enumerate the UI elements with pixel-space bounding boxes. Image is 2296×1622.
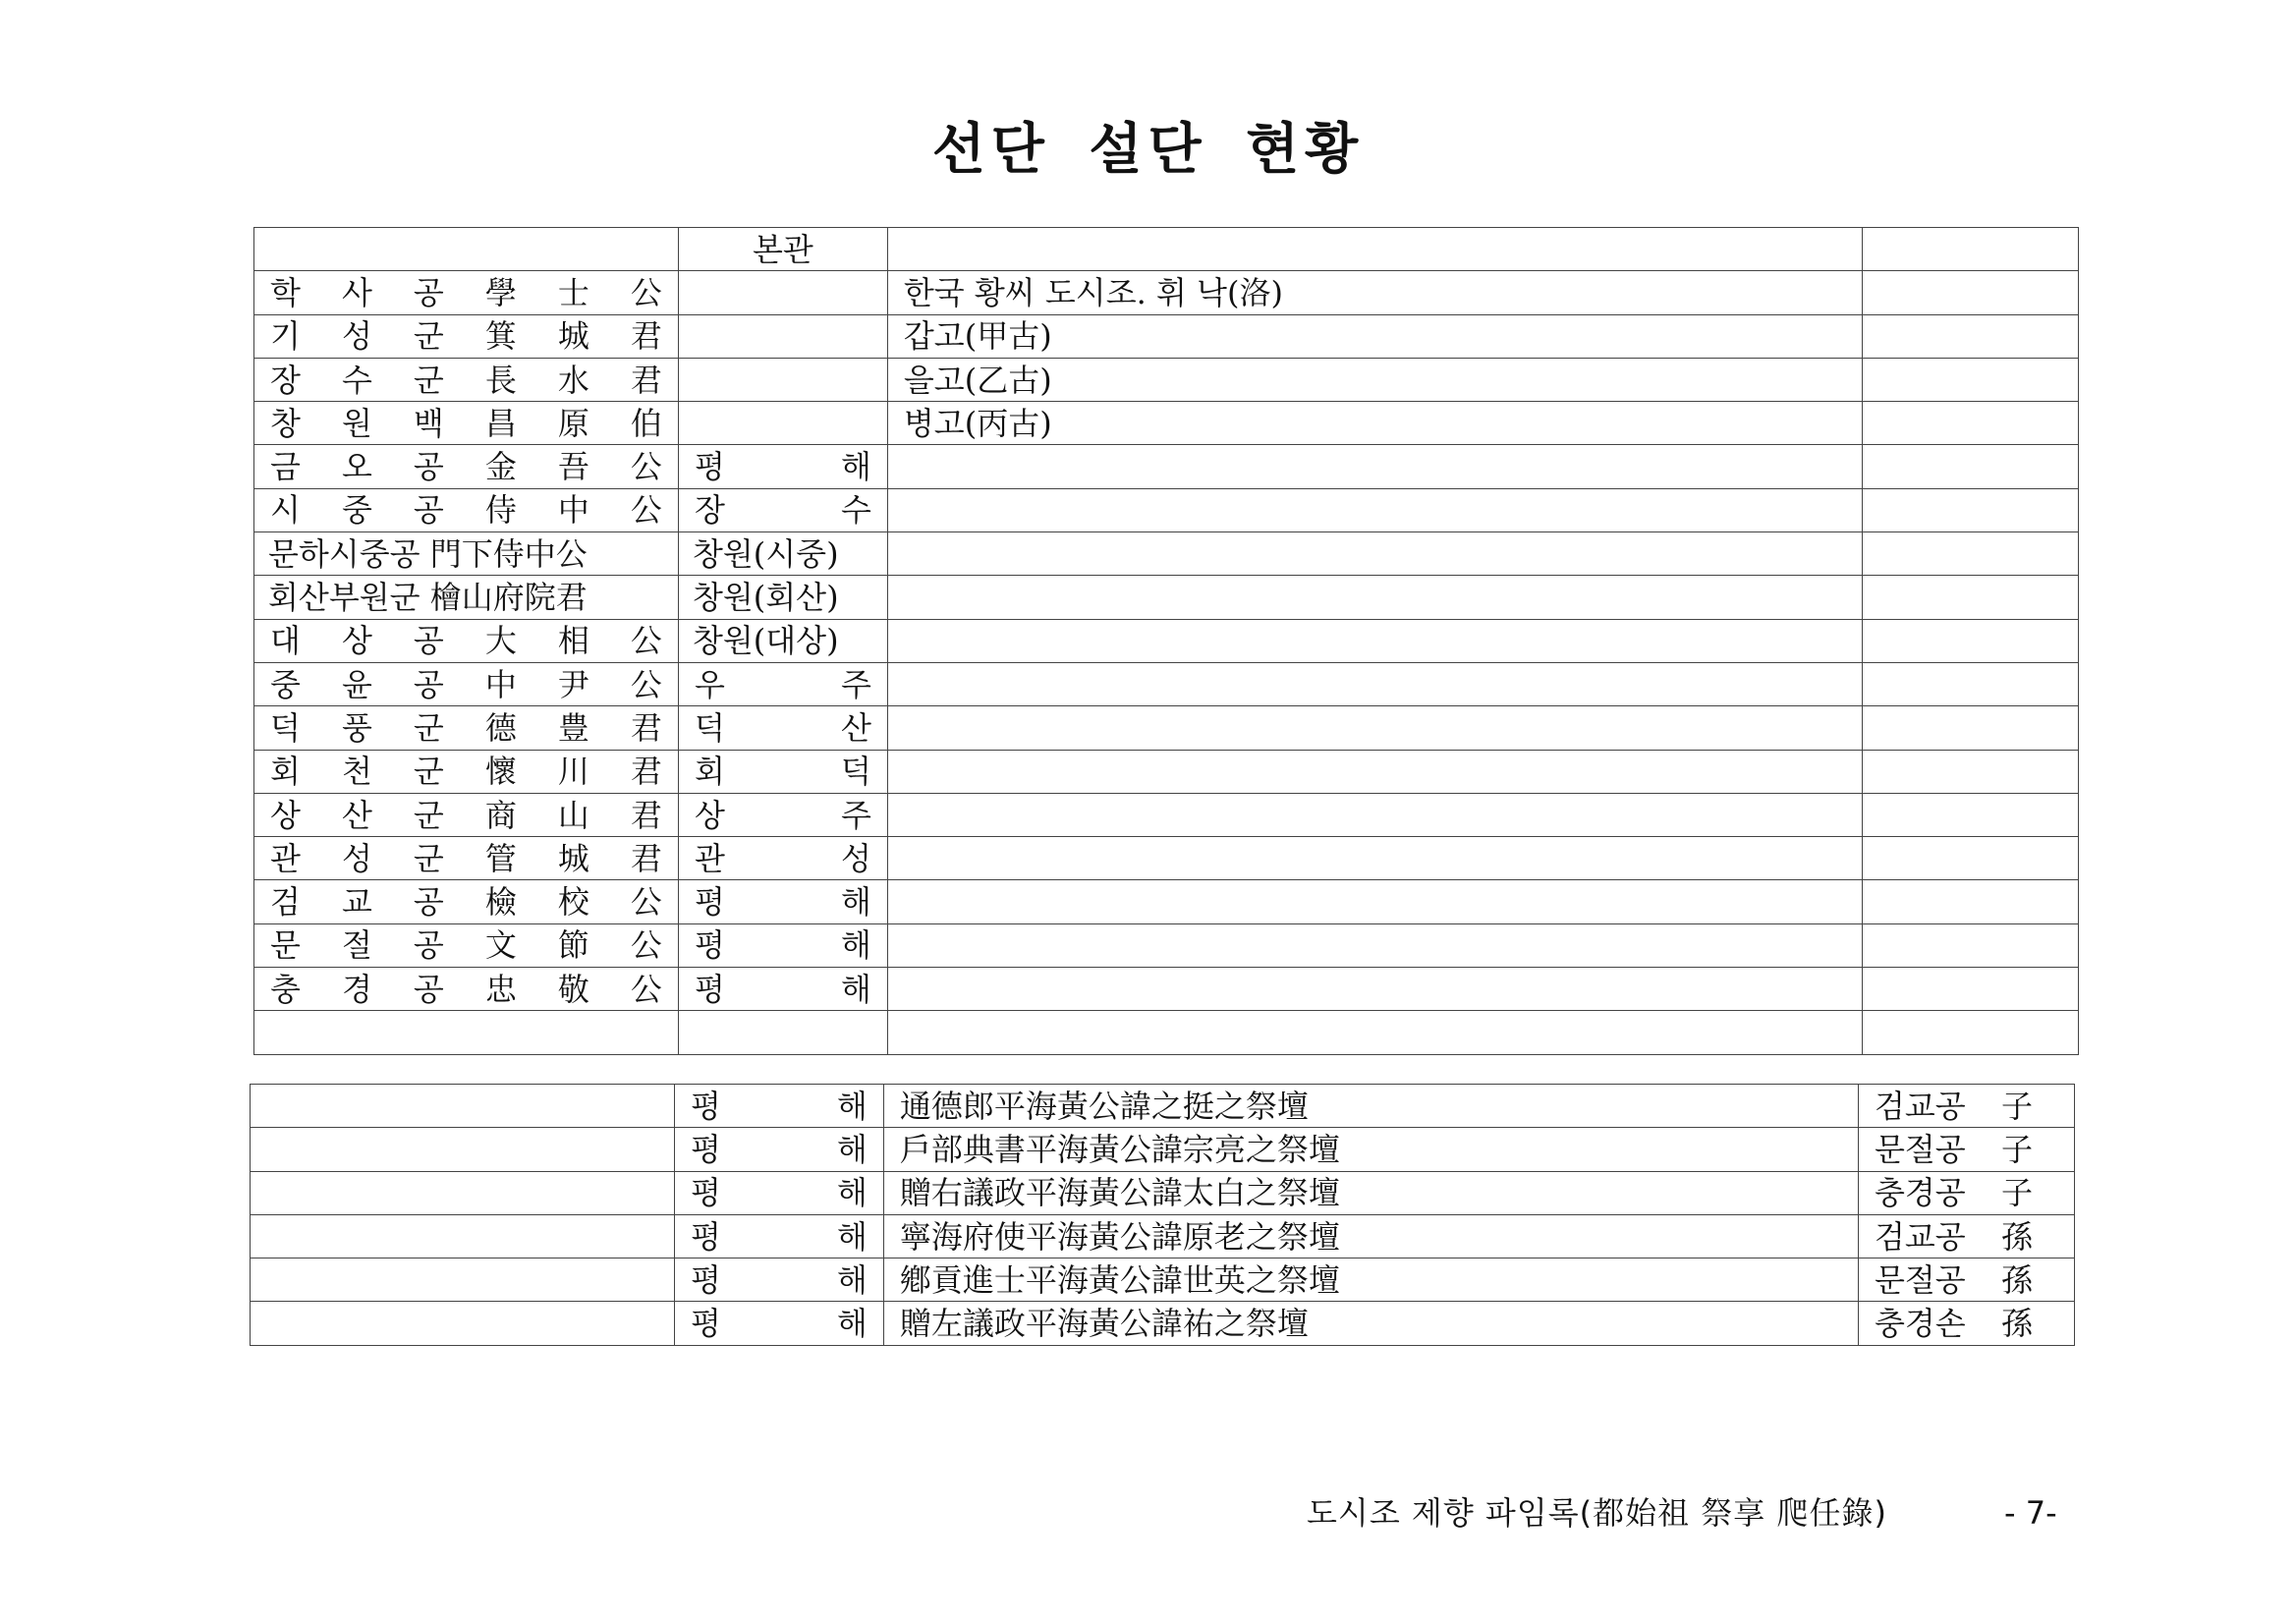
origin-cell — [674, 1171, 883, 1214]
origin-cell — [678, 750, 887, 793]
origin-char: 주 — [840, 665, 871, 703]
header-cell — [887, 228, 1862, 271]
name-char: 충 — [270, 970, 301, 1008]
origin-char: 우 — [694, 665, 725, 703]
note-cell — [1862, 837, 2078, 880]
branch-text: 子 — [2000, 1087, 2033, 1125]
table-row — [254, 576, 2079, 619]
note-cell — [1862, 793, 2078, 836]
ancestor-name-cell: 회산부원군 檜山府院君 — [254, 576, 679, 619]
description-cell: 을고(乙古) — [887, 358, 1862, 401]
table-row — [254, 619, 2079, 662]
hanja-char: 公 — [630, 665, 662, 703]
hanja-char: 士 — [557, 273, 589, 311]
page-number: - 7- — [2004, 1494, 2057, 1532]
ancestor-name-cell — [254, 923, 679, 967]
name-char: 성 — [341, 839, 372, 877]
name-char: 풍 — [341, 708, 372, 747]
hanja-char: 中 — [557, 491, 589, 530]
name-char: 군 — [413, 708, 444, 747]
altar-name-cell: 鄕貢進士平海黃公諱世英之祭壇 — [883, 1258, 1858, 1302]
table-row — [254, 923, 2079, 967]
origin-cell — [674, 1302, 883, 1345]
hanja-char: 君 — [630, 317, 662, 356]
name-char: 절 — [341, 926, 372, 965]
description-cell — [887, 532, 1862, 576]
hanja-char: 管 — [484, 839, 517, 877]
hanja-char: 公 — [630, 491, 662, 530]
name-char: 금 — [270, 448, 301, 486]
origin-char: 해 — [836, 1217, 868, 1256]
origin-char: 상 — [694, 796, 725, 834]
origin-char: 해 — [840, 926, 871, 965]
hanja-char: 原 — [557, 404, 589, 442]
hanja-char: 金 — [484, 448, 517, 486]
hanja-char: 尹 — [557, 665, 589, 703]
origin-cell — [678, 662, 887, 705]
ancestor-name-cell — [254, 314, 679, 358]
branch-text: 孫 — [2000, 1217, 2033, 1256]
branch-text: 충경손 — [1874, 1305, 1966, 1343]
branch-cell — [1858, 1128, 2074, 1171]
name-char: 공 — [413, 970, 444, 1008]
table-row — [254, 445, 2079, 488]
origin-cell — [678, 837, 887, 880]
branch-cell — [1858, 1171, 2074, 1214]
name-char: 공 — [413, 448, 444, 486]
note-cell — [1862, 488, 2078, 531]
table-row — [254, 706, 2079, 750]
hanja-char: 公 — [630, 970, 662, 1008]
origin-char: 성 — [840, 839, 871, 877]
hanja-char: 大 — [484, 622, 517, 660]
origin-char: 평 — [690, 1174, 721, 1212]
name-char: 공 — [413, 491, 444, 530]
origin-char: 평 — [690, 1087, 721, 1125]
table-row — [251, 1171, 2075, 1214]
empty-cell — [678, 1011, 887, 1054]
origin-cell — [678, 271, 887, 314]
origin-char: 해 — [836, 1130, 868, 1168]
name-char: 대 — [270, 622, 301, 660]
table-row — [251, 1214, 2075, 1258]
empty-cell — [251, 1171, 675, 1214]
branch-cell — [1858, 1085, 2074, 1128]
footer-title: 도시조 제향 파임록(都始祖 祭享 爬任錄) — [1307, 1494, 1887, 1532]
hanja-char: 川 — [557, 753, 589, 791]
name-char: 창 — [270, 404, 301, 442]
altar-name-cell: 寧海府使平海黃公諱原老之祭壇 — [883, 1214, 1858, 1258]
table-row — [254, 532, 2079, 576]
name-char: 윤 — [341, 665, 372, 703]
note-cell — [1862, 619, 2078, 662]
hanja-char: 敬 — [557, 970, 589, 1008]
origin-char: 평 — [694, 926, 725, 965]
hanja-char: 君 — [630, 839, 662, 877]
ancestor-name-cell — [254, 880, 679, 923]
branch-text: 子 — [2000, 1174, 2033, 1212]
name-char: 공 — [413, 926, 444, 965]
altar-status-table — [253, 227, 2079, 1055]
hanja-char: 君 — [630, 361, 662, 399]
note-cell — [1862, 271, 2078, 314]
table-row — [254, 750, 2079, 793]
origin-cell — [678, 358, 887, 401]
name-char: 장 — [270, 361, 301, 399]
note-cell — [1862, 358, 2078, 401]
hanja-char: 公 — [630, 622, 662, 660]
name-char: 천 — [341, 753, 372, 791]
name-char: 군 — [413, 361, 444, 399]
ancestor-name-cell — [254, 837, 679, 880]
origin-cell — [678, 793, 887, 836]
branch-cell — [1858, 1258, 2074, 1302]
origin-char: 회 — [694, 753, 725, 791]
origin-char: 해 — [836, 1260, 868, 1299]
table-header-row — [254, 228, 2079, 271]
hanja-char: 懷 — [484, 753, 517, 791]
origin-cell: 창원(회산) — [678, 576, 887, 619]
ancestor-name-cell — [254, 662, 679, 705]
table-row — [254, 358, 2079, 401]
altar-name-cell: 贈左議政平海黃公諱祐之祭壇 — [883, 1302, 1858, 1345]
note-cell — [1862, 923, 2078, 967]
origin-char: 해 — [836, 1087, 868, 1125]
name-char: 학 — [270, 273, 301, 311]
table-row — [254, 271, 2079, 314]
page-title: 선단 설단 현황 — [931, 118, 1365, 182]
hanja-char: 學 — [484, 273, 517, 311]
name-char: 군 — [413, 753, 444, 791]
name-char: 기 — [270, 317, 301, 356]
hanja-char: 商 — [484, 796, 517, 834]
table-row — [254, 968, 2079, 1011]
origin-char: 평 — [694, 970, 725, 1008]
origin-cell — [678, 488, 887, 531]
note-cell — [1862, 750, 2078, 793]
hanja-char: 忠 — [484, 970, 517, 1008]
note-cell — [1862, 314, 2078, 358]
hanja-char: 城 — [557, 839, 589, 877]
note-cell — [1862, 968, 2078, 1011]
origin-cell — [678, 706, 887, 750]
table-row — [251, 1085, 2075, 1128]
table-row — [251, 1258, 2075, 1302]
table-row — [254, 880, 2079, 923]
origin-char: 평 — [690, 1305, 721, 1343]
description-cell — [887, 576, 1862, 619]
name-char: 공 — [413, 665, 444, 703]
empty-cell — [251, 1085, 675, 1128]
name-char: 공 — [413, 273, 444, 311]
note-cell — [1862, 880, 2078, 923]
name-char: 성 — [341, 317, 372, 356]
origin-cell — [678, 968, 887, 1011]
hanja-char: 水 — [557, 361, 589, 399]
origin-char: 해 — [836, 1174, 868, 1212]
origin-char: 관 — [694, 839, 725, 877]
empty-cell — [251, 1214, 675, 1258]
origin-cell: 창원(대상) — [678, 619, 887, 662]
ancestor-name-cell — [254, 619, 679, 662]
description-cell — [887, 706, 1862, 750]
header-cell — [254, 228, 679, 271]
empty-cell — [251, 1302, 675, 1345]
empty-cell — [251, 1258, 675, 1302]
hanja-char: 吾 — [557, 448, 589, 486]
hanja-char: 侍 — [484, 491, 517, 530]
origin-char: 해 — [840, 448, 871, 486]
origin-char: 평 — [694, 883, 725, 922]
table-row — [254, 793, 2079, 836]
name-char: 관 — [270, 839, 301, 877]
name-char: 검 — [270, 883, 301, 922]
empty-cell — [254, 1011, 679, 1054]
description-cell — [887, 445, 1862, 488]
name-char: 중 — [341, 491, 372, 530]
empty-cell — [251, 1128, 675, 1171]
note-cell — [1862, 662, 2078, 705]
origin-char: 평 — [690, 1260, 721, 1299]
origin-cell — [674, 1128, 883, 1171]
name-char: 상 — [341, 622, 372, 660]
ancestor-name-cell: 문하시중공 門下侍中公 — [254, 532, 679, 576]
table-row — [254, 314, 2079, 358]
ancestor-name-cell — [254, 271, 679, 314]
altar-name-cell: 贈右議政平海黃公諱太白之祭壇 — [883, 1171, 1858, 1214]
hanja-char: 校 — [557, 883, 589, 922]
hanja-char: 公 — [630, 883, 662, 922]
table-row — [254, 402, 2079, 445]
altar-name-cell: 通德郎平海黃公諱之挺之祭壇 — [883, 1085, 1858, 1128]
note-cell — [1862, 576, 2078, 619]
ancestor-name-cell — [254, 750, 679, 793]
empty-cell — [887, 1011, 1862, 1054]
branch-text: 충경공 — [1874, 1174, 1966, 1212]
hanja-char: 中 — [484, 665, 517, 703]
hanja-char: 德 — [484, 708, 517, 747]
origin-cell — [678, 880, 887, 923]
note-cell — [1862, 532, 2078, 576]
hanja-char: 山 — [557, 796, 589, 834]
branch-cell — [1858, 1214, 2074, 1258]
ancestor-name-cell — [254, 445, 679, 488]
description-cell: 병고(丙古) — [887, 402, 1862, 445]
branch-text: 검교공 — [1874, 1217, 1966, 1256]
hanja-char: 檢 — [484, 883, 517, 922]
origin-char: 해 — [836, 1305, 868, 1343]
name-char: 군 — [413, 796, 444, 834]
hanja-char: 公 — [630, 448, 662, 486]
hanja-char: 君 — [630, 796, 662, 834]
table-row — [254, 488, 2079, 531]
origin-cell — [674, 1214, 883, 1258]
name-char: 공 — [413, 883, 444, 922]
name-char: 공 — [413, 622, 444, 660]
hanja-char: 文 — [484, 926, 517, 965]
name-char: 문 — [270, 926, 301, 965]
origin-cell — [678, 445, 887, 488]
description-cell — [887, 837, 1862, 880]
hanja-char: 節 — [557, 926, 589, 965]
name-char: 덕 — [270, 708, 301, 747]
name-char: 군 — [413, 317, 444, 356]
hanja-char: 箕 — [484, 317, 517, 356]
name-char: 사 — [341, 273, 372, 311]
origin-cell — [678, 923, 887, 967]
origin-cell — [674, 1258, 883, 1302]
description-cell — [887, 880, 1862, 923]
description-cell — [887, 968, 1862, 1011]
hanja-char: 長 — [484, 361, 517, 399]
empty-cell — [1862, 1011, 2078, 1054]
name-char: 중 — [270, 665, 301, 703]
branch-text: 子 — [2000, 1130, 2033, 1168]
origin-cell — [678, 314, 887, 358]
name-char: 오 — [341, 448, 372, 486]
origin-cell — [674, 1085, 883, 1128]
header-cell: 본관 — [678, 228, 887, 271]
origin-char: 주 — [840, 796, 871, 834]
hanja-char: 公 — [630, 273, 662, 311]
table-row — [251, 1128, 2075, 1171]
hanja-char: 公 — [630, 926, 662, 965]
name-char: 교 — [341, 883, 372, 922]
description-cell: 한국 황씨 도시조. 휘 낙(洛) — [887, 271, 1862, 314]
branch-text: 孫 — [2000, 1305, 2033, 1343]
origin-cell — [678, 402, 887, 445]
description-cell — [887, 793, 1862, 836]
name-char: 산 — [341, 796, 372, 834]
branch-text: 검교공 — [1874, 1087, 1966, 1125]
name-char: 백 — [413, 404, 444, 442]
ancestor-name-cell — [254, 968, 679, 1011]
description-cell — [887, 923, 1862, 967]
name-char: 상 — [270, 796, 301, 834]
table-row — [254, 662, 2079, 705]
description-cell — [887, 662, 1862, 705]
hanja-char: 君 — [630, 753, 662, 791]
empty-row — [254, 1011, 2079, 1054]
hanja-char: 君 — [630, 708, 662, 747]
name-char: 원 — [341, 404, 372, 442]
ancestor-name-cell — [254, 793, 679, 836]
origin-char: 덕 — [694, 708, 725, 747]
name-char: 시 — [270, 491, 301, 530]
hanja-char: 相 — [557, 622, 589, 660]
origin-char: 덕 — [840, 753, 871, 791]
branch-text: 孫 — [2000, 1260, 2033, 1299]
table-row — [251, 1302, 2075, 1345]
ancestor-name-cell — [254, 402, 679, 445]
name-char: 수 — [341, 361, 372, 399]
origin-char: 산 — [840, 708, 871, 747]
altar-name-cell: 戶部典書平海黃公諱宗亮之祭壇 — [883, 1128, 1858, 1171]
origin-char: 해 — [840, 970, 871, 1008]
description-cell: 갑고(甲古) — [887, 314, 1862, 358]
note-cell — [1862, 706, 2078, 750]
origin-char: 평 — [690, 1130, 721, 1168]
hanja-char: 城 — [557, 317, 589, 356]
hanja-char: 伯 — [630, 404, 662, 442]
branch-text: 문절공 — [1874, 1130, 1966, 1168]
note-cell — [1862, 402, 2078, 445]
name-char: 군 — [413, 839, 444, 877]
ancestor-name-cell — [254, 358, 679, 401]
origin-char: 해 — [840, 883, 871, 922]
description-cell — [887, 619, 1862, 662]
name-char: 경 — [341, 970, 372, 1008]
note-cell — [1862, 445, 2078, 488]
hanja-char: 昌 — [484, 404, 517, 442]
origin-char: 장 — [694, 491, 725, 530]
ancestor-name-cell — [254, 488, 679, 531]
description-cell — [887, 488, 1862, 531]
branch-cell — [1858, 1302, 2074, 1345]
origin-char: 평 — [694, 448, 725, 486]
ancestor-name-cell — [254, 706, 679, 750]
origin-cell: 창원(시중) — [678, 532, 887, 576]
origin-char: 수 — [840, 491, 871, 530]
altar-list-table — [250, 1084, 2075, 1346]
origin-char: 평 — [690, 1217, 721, 1256]
name-char: 회 — [270, 753, 301, 791]
branch-text: 문절공 — [1874, 1260, 1966, 1299]
table-row — [254, 837, 2079, 880]
hanja-char: 豊 — [557, 708, 589, 747]
description-cell — [887, 750, 1862, 793]
header-cell — [1862, 228, 2078, 271]
